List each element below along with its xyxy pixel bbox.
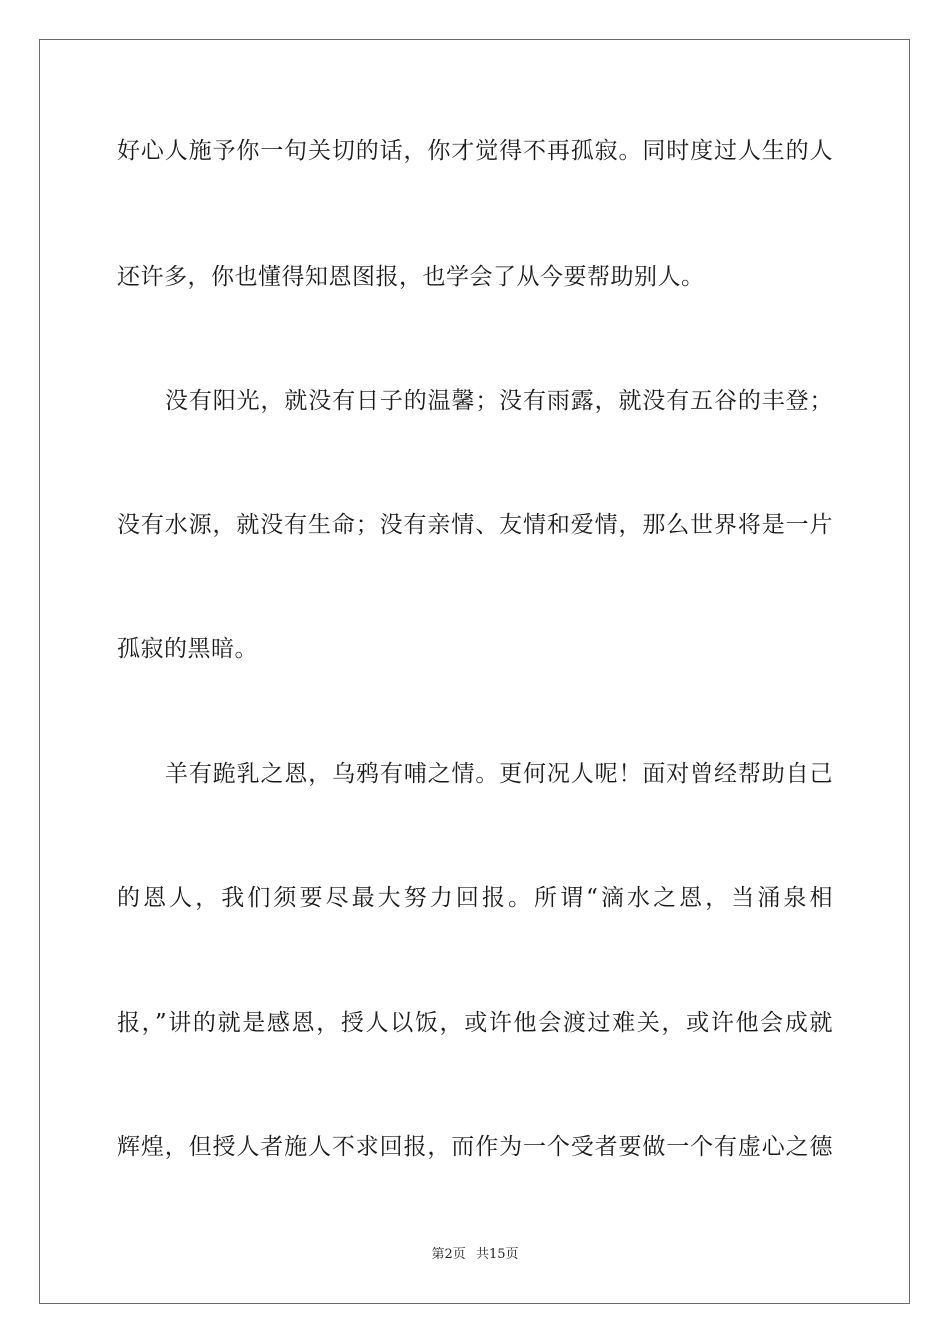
text-line-8: 报，”讲的就是感恩，授人以饭，或许他会渡过难关，或许他会成就 <box>117 1010 833 1036</box>
text-line-2: 还许多，你也懂得知恩图报，也学会了从今要帮助别人。 <box>117 264 705 290</box>
text-line-9: 辉煌，但授人者施人不求回报，而作为一个受者要做一个有虚心之德 <box>117 1134 833 1160</box>
total-pages: 共15页 <box>475 1247 519 1262</box>
text-line-7: 的恩人，我们须要尽最大努力回报。所谓“滴水之恩，当涌泉相 <box>117 885 833 911</box>
page-footer <box>0 1247 950 1263</box>
page-border <box>39 39 910 1304</box>
text-line-1: 好心人施予你一句关切的话，你才觉得不再孤寂。同时度过人生的人 <box>117 138 833 164</box>
text-line-4: 没有水源，就没有生命；没有亲情、友情和爱情，那么世界将是一片 <box>117 512 833 538</box>
text-line-3: 没有阳光，就没有日子的温馨；没有雨露，就没有五谷的丰登； <box>165 388 833 414</box>
page-number: 第2页 <box>431 1247 466 1262</box>
text-line-5: 孤寂的黑暗。 <box>117 636 258 662</box>
text-line-6: 羊有跪乳之恩，乌鸦有哺之情。更何况人呢！面对曾经帮助自己 <box>165 761 833 787</box>
